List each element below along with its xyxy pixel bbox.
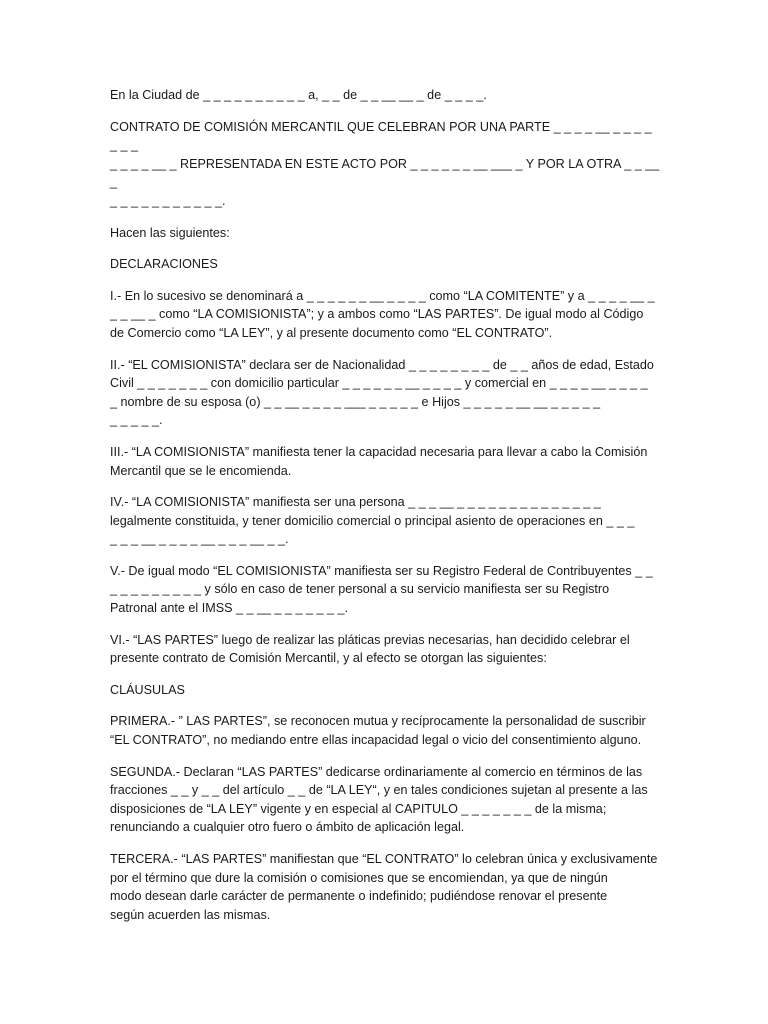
declaration-3: III.- “LA COMISIONISTA” manifiesta tener la capacidad necesaria para llevar a cabo la Comisión Mercantil que se le encomienda. xyxy=(110,444,648,478)
clause-1: PRIMERA.- ” LAS PARTES”, se reconocen mutua y recíprocamente la personalidad de suscribir “EL CONTRATO”, no mediando entre ellas incapacidad legal o vicio del consentimiento alguno. xyxy=(110,714,646,748)
declaration-1: I.- En lo sucesivo se denominará a _ _ _ _ _ _ __ _ _ _ _ como “LA COMITENTE” y a _ _ _ _ __ _ _ _ __ _ como “LA COMISIONISTA”; y a ambos como “LAS PARTES”. De igual modo al Código de Comercio como “LA LEY”, y al presente documento como “EL CONTRATO”. xyxy=(110,288,655,340)
clause-3: TERCERA.- “LAS PARTES” manifiestan que “EL CONTRATO” lo celebran única y exclusivamente por el término que dure la comisión o comisiones que se encomiendan, ya que de ningún modo desean darle carácter de permanente o indefinido; pudiéndose renovar el presente según acuerden las mismas. xyxy=(110,852,658,922)
contract-title: CONTRATO DE COMISIÓN MERCANTIL QUE CELEBRAN POR UNA PARTE _ _ _ _ __ _ _ _ _ _ _ _ _ _ _ _ __ _ REPRESENTADA EN ESTE ACTO POR _ _ _ _ _ _ __ ___ _ Y POR LA OTRA _ _ __ _ _ _ _ _ _ _ _ _ _ _ _. xyxy=(110,119,660,208)
declaration-2: II.- “EL COMISIONISTA” declara ser de Nacionalidad _ _ _ _ _ _ _ _ de _ _ años de edad, Estado Civil _ _ _ _ _ _ _ con domicilio particular _ _ _ _ _ _ __ _ _ _ _ y comercial en _ _ _ _ __ _ _ _ _ _ nombre de su esposa (o) _ _ __ _ _ _ _ ___ _ _ _ _ _ e Hijos _ _ _ _ _ __ __ _ _ _ _ _ _ _ _ _ _. xyxy=(110,357,654,428)
declaration-6: VI.- “LAS PARTES” luego de realizar las pláticas previas necesarias, han decidido celebrar el presente contrato de Comisión Mercantil, y al efecto se otorgan las siguientes: xyxy=(110,632,630,666)
clause-2: SEGUNDA.- Declaran “LAS PARTES” dedicarse ordinariamente al comercio en términos de las fracciones _ _ y _ _ del artículo _ _ de “LA LEY“, y en tales condiciones sujetan al presente a las disposiciones de “LA LEY” vigente y en especial al CAPITULO _ _ _ _ _ _ _ de la misma; renunciando a cualquier otro fuero o ámbito de aplicación legal. xyxy=(110,764,648,835)
intro-text: Hacen las siguientes: xyxy=(110,225,230,240)
declarations-heading: DECLARACIONES xyxy=(110,257,218,272)
date-line: En la Ciudad de _ _ _ _ _ _ _ _ _ _ a, _ _ de _ _ __ __ _ de _ _ _ _. xyxy=(110,88,487,102)
declaration-5: V.- De igual modo “EL COMISIONISTA” manifiesta ser su Registro Federal de Contribuyentes _ _ _ _ _ _ _ _ _ _ _ y sólo en caso de tener personal a su servicio manifiesta ser su Registro Patronal ante el IMSS _ _ __ _ _ _ _ _ _ _. xyxy=(110,563,653,616)
declaration-4: IV.- “LA COMISIONISTA” manifiesta ser una persona _ _ _ __ _ _ _ _ _ _ _ _ _ _ _ _ _ _ legalmente constituida, y tener domicilio comercial o principal asiento de operaciones en _ _ _ _ _ _ __ _ _ _ _ __ _ _ _ __ _ _. xyxy=(110,495,635,547)
clauses-heading: CLÁUSULAS xyxy=(110,682,185,697)
document-body xyxy=(110,86,660,937)
